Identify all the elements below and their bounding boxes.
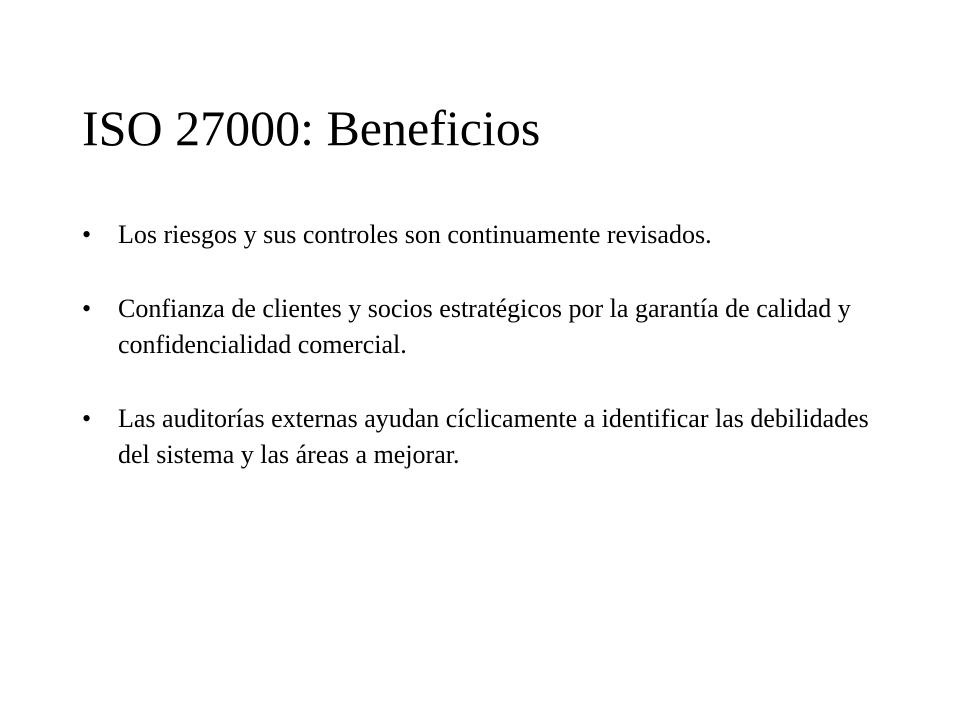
bullet-item: [82, 217, 882, 253]
slide-title: ISO 27000: Beneficios: [82, 100, 541, 156]
bullet-text: Los riesgos y sus controles son continuamente revisados.: [118, 220, 712, 249]
bullet-dot-icon: •: [82, 404, 92, 433]
bullet-dot-icon: •: [82, 294, 92, 323]
bullet-item: [82, 291, 882, 363]
bullet-list: [82, 217, 882, 511]
bullet-item: [82, 401, 882, 473]
bullet-dot-icon: •: [82, 220, 92, 249]
bullet-text: Las auditorías externas ayudan cíclicamente a identificar las debilidades del sistema y las áreas a mejorar.: [118, 404, 869, 469]
bullet-text: Confianza de clientes y socios estratégicos por la garantía de calidad y confidencialidad comercial.: [118, 294, 851, 359]
